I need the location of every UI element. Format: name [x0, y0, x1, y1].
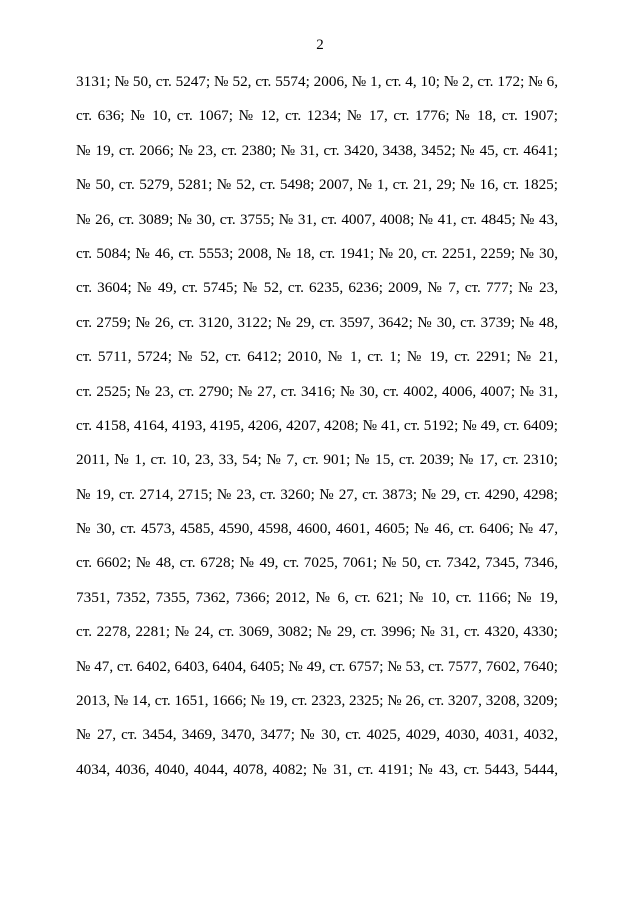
page-number: 2: [316, 37, 324, 53]
text-line: 2013, № 14, ст. 1651, 1666; № 19, ст. 2323, 2325; № 26, ст. 3207, 3208, 3209;: [76, 693, 558, 710]
text-line: ст. 2525; № 23, ст. 2790; № 27, ст. 3416; № 30, ст. 4002, 4006, 4007; № 31,: [76, 382, 558, 400]
text-line: № 27, ст. 3454, 3469, 3470, 3477; № 30, ст. 4025, 4029, 4030, 4031, 4032,: [76, 726, 558, 744]
body-text: [76, 72, 558, 794]
text-line: 3131; № 50, ст. 5247; № 52, ст. 5574; 2006, № 1, ст. 4, 10; № 2, ст. 172; № 6,: [76, 73, 558, 90]
text-line: ст. 5084; № 46, ст. 5553; 2008, № 18, ст. 1941; № 20, ст. 2251, 2259; № 30,: [76, 244, 558, 262]
text-line: ст. 4158, 4164, 4193, 4195, 4206, 4207, 4208; № 41, ст. 5192; № 49, ст. 6409;: [76, 416, 558, 434]
text-line: ст. 636; № 10, ст. 1067; № 12, ст. 1234; № 17, ст. 1776; № 18, ст. 1907;: [76, 107, 558, 125]
text-line: 7351, 7352, 7355, 7362, 7366; 2012, № 6, ст. 621; № 10, ст. 1166; № 19,: [76, 588, 558, 606]
text-line: № 19, ст. 2714, 2715; № 23, ст. 3260; № 27, ст. 3873; № 29, ст. 4290, 4298;: [76, 485, 558, 503]
text-line: ст. 6602; № 48, ст. 6728; № 49, ст. 7025, 7061; № 50, ст. 7342, 7345, 7346,: [76, 554, 558, 572]
text-line: ст. 2759; № 26, ст. 3120, 3122; № 29, ст. 3597, 3642; № 30, ст. 3739; № 48,: [76, 313, 558, 331]
text-line: № 50, ст. 5279, 5281; № 52, ст. 5498; 2007, № 1, ст. 21, 29; № 16, ст. 1825;: [76, 176, 558, 194]
text-line: ст. 5711, 5724; № 52, ст. 6412; 2010, № 1, ст. 1; № 19, ст. 2291; № 21,: [76, 348, 558, 366]
text-line: ст. 3604; № 49, ст. 5745; № 52, ст. 6235, 6236; 2009, № 7, ст. 777; № 23,: [76, 279, 558, 297]
text-line: № 19, ст. 2066; № 23, ст. 2380; № 31, ст. 3420, 3438, 3452; № 45, ст. 4641;: [76, 141, 558, 159]
text-line: № 47, ст. 6402, 6403, 6404, 6405; № 49, ст. 6757; № 53, ст. 7577, 7602, 7640;: [76, 658, 558, 675]
text-line: 4034, 4036, 4040, 4044, 4078, 4082; № 31, ст. 4191; № 43, ст. 5443, 5444,: [76, 760, 558, 778]
text-line: 2011, № 1, ст. 10, 23, 33, 54; № 7, ст. 901; № 15, ст. 2039; № 17, ст. 2310;: [76, 451, 558, 469]
text-line: № 26, ст. 3089; № 30, ст. 3755; № 31, ст. 4007, 4008; № 41, ст. 4845; № 43,: [76, 210, 558, 228]
text-line: № 30, ст. 4573, 4585, 4590, 4598, 4600, 4601, 4605; № 46, ст. 6406; № 47,: [76, 520, 558, 538]
text-line: ст. 2278, 2281; № 24, ст. 3069, 3082; № 29, ст. 3996; № 31, ст. 4320, 4330;: [76, 623, 558, 641]
